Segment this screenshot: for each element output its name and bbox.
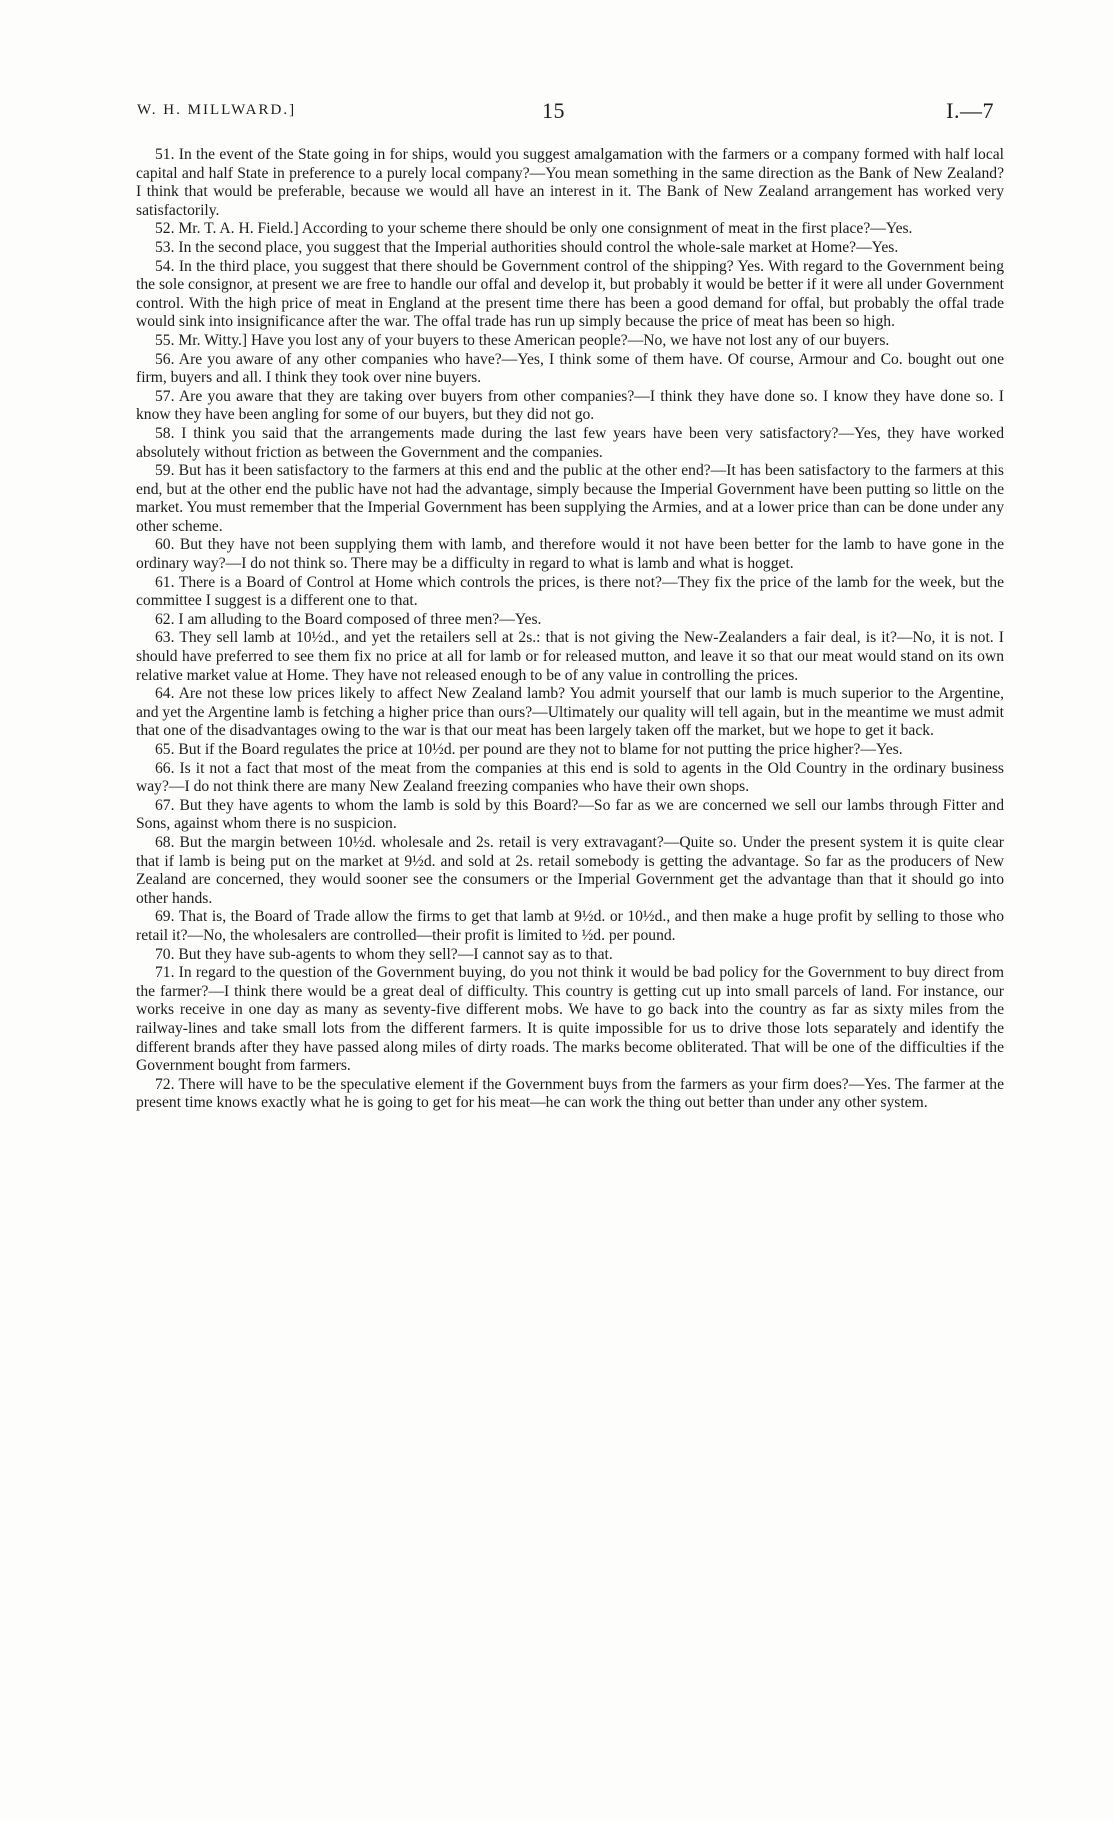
question-72: 72. There will have to be the speculative element if the Government buys from the farmers as your firm does?—Yes. The farmer at the present time knows exactly what he is going to get for his meat—he can work the thing out better than under any other system. (136, 1075, 1004, 1112)
question-64: 64. Are not these low prices likely to affect New Zealand lamb? You admit yourself that our lamb is much superior to the Argentine, and yet the Argentine lamb is fetching a higher price than ours?—Ultimately our quality will tell again, but in the meantime we must admit that one of the disadvantages owing to the war is that our meat has been largely taken off the market, but we hope to get it back. (136, 685, 1004, 740)
question-59: 59. But has it been satisfactory to the farmers at this end and the public at the other end?—It has been satisfactory to the farmers at this end, but at the other end the public have not had the advantage, simply because the Imperial Government have been putting so little on the market. You must remember that the Imperial Government has been supplying the Armies, and at a lower price than can be done under any other scheme. (136, 462, 1004, 535)
question-70: 70. But they have sub-agents to whom they sell?—I cannot say as to that. (155, 945, 613, 963)
page-number: 15 (542, 98, 565, 123)
question-56: 56. Are you aware of any other companies who have?—Yes, I think some of them have. Of course, Armour and Co. bought out one firm, buyers and all. I think they took over nine buyers. (136, 350, 1004, 387)
question-60: 60. But they have not been supplying them with lamb, and therefore would it not have been better for the lamb to have gone in the ordinary way?—I do not think so. There may be a difficulty in regard to what is lamb and what is hogget. (136, 536, 1004, 573)
evidence-text (136, 146, 1004, 1113)
question-58: 58. I think you said that the arrangements made during the last few years have been very satisfactory?—Yes, they have worked absolutely without friction as between the Government and the companies. (136, 424, 1004, 461)
question-54: 54. In the third place, you suggest that there should be Government control of the shipping? Yes. With regard to the Government being the sole consignor, at present we are free to handle our offal and develop it, but probably it would be better if it were all under Government control. With the high price of meat in England at the present time there has been a good demand for offal, but probably the offal trade would sink into insignificance after the war. The offal trade has run up simply because the price of meat has been so high. (136, 257, 1004, 331)
question-55: 55. Mr. Witty.] Have you lost any of your buyers to these American people?—No, we have not lost any of our buyers. (155, 331, 890, 349)
question-71: 71. In regard to the question of the Government buying, do you not think it would be bad policy for the Government to buy direct from the farmer?—I think there would be a great deal of difficulty. This country is getting cut up into small parcels of land. For instance, our works receive in one day as many as seventy-five different mobs. We have to go back into the country as far as sixty miles from the railway-lines and take small lots from the different farmers. It is quite impossible for us to drive those lots separately and identify the different brands after they have passed along miles of dirty roads. The marks become obliterated. That will be one of the difficulties if the Government bought from farmers. (136, 964, 1004, 1075)
question-52: 52. Mr. T. A. H. Field.] According to your scheme there should be only one consignment of meat in the first place?—Yes. (155, 220, 913, 238)
question-67: 67. But they have agents to whom the lamb is sold by this Board?—So far as we are concerned we sell our lambs through Fitter and Sons, against whom there is no suspicion. (136, 796, 1004, 833)
question-51: 51. In the event of the State going in for ships, would you suggest amalgamation with the farmers or a company formed with half local capital and half State in preference to a purely local company?—You mean something in the same direction as the Bank of New Zealand? I think that would be preferable, because we would all have an interest in it. The Bank of New Zealand arrangement has worked very satisfactorily. (136, 146, 1004, 219)
paper-reference: I.—7 (946, 98, 994, 123)
question-62: 62. I am alluding to the Board composed of three men?—Yes. (155, 610, 542, 628)
question-61: 61. There is a Board of Control at Home which controls the prices, is there not?—They fix the price of the lamb for the week, but the committee I suggest is a different one to that. (136, 573, 1004, 610)
question-53: 53. In the second place, you suggest that the Imperial authorities should control the whole-sale market at Home?—Yes. (155, 238, 899, 256)
question-63: 63. They sell lamb at 10½d., and yet the retailers sell at 2s.: that is not giving the New-Zealanders a fair deal, is it?—No, it is not. I should have preferred to see them fix no price at all for lamb or for released mutton, and leave it so that our meat would stand on its own relative market value at Home. They have not released enough to be of any value in controlling the prices. (136, 629, 1004, 684)
header-witness-name: W. H. MILLWARD.] (137, 102, 297, 118)
question-57: 57. Are you aware that they are taking over buyers from other companies?—I think they have done so. I know they have done so. I know they have been angling for some of our buyers, but they did not go. (136, 387, 1004, 424)
question-69: 69. That is, the Board of Trade allow the firms to get that lamb at 9½d. or 10½d., and then make a huge profit by selling to those who retail it?—No, the wholesalers are controlled—their profit is limited to ½d. per pound. (136, 908, 1004, 944)
page-header (137, 98, 994, 128)
question-68: 68. But the margin between 10½d. wholesale and 2s. retail is very extravagant?—Quite so. Under the present system it is quite clear that if lamb is being put on the market at 9½d. and sold at 2s. retail somebody is getting the advantage. So far as the producers of New Zealand are concerned, they would sooner see the consumers or the Imperial Government get the advantage than that it should go into other hands. (136, 833, 1004, 907)
question-66: 66. Is it not a fact that most of the meat from the companies at this end is sold to agents in the Old Country in the ordinary business way?—I do not think there are many New Zealand freezing companies who have their own shops. (136, 759, 1004, 796)
question-65: 65. But if the Board regulates the price at 10½d. per pound are they not to blame for not putting the price higher?—Yes. (155, 741, 903, 758)
